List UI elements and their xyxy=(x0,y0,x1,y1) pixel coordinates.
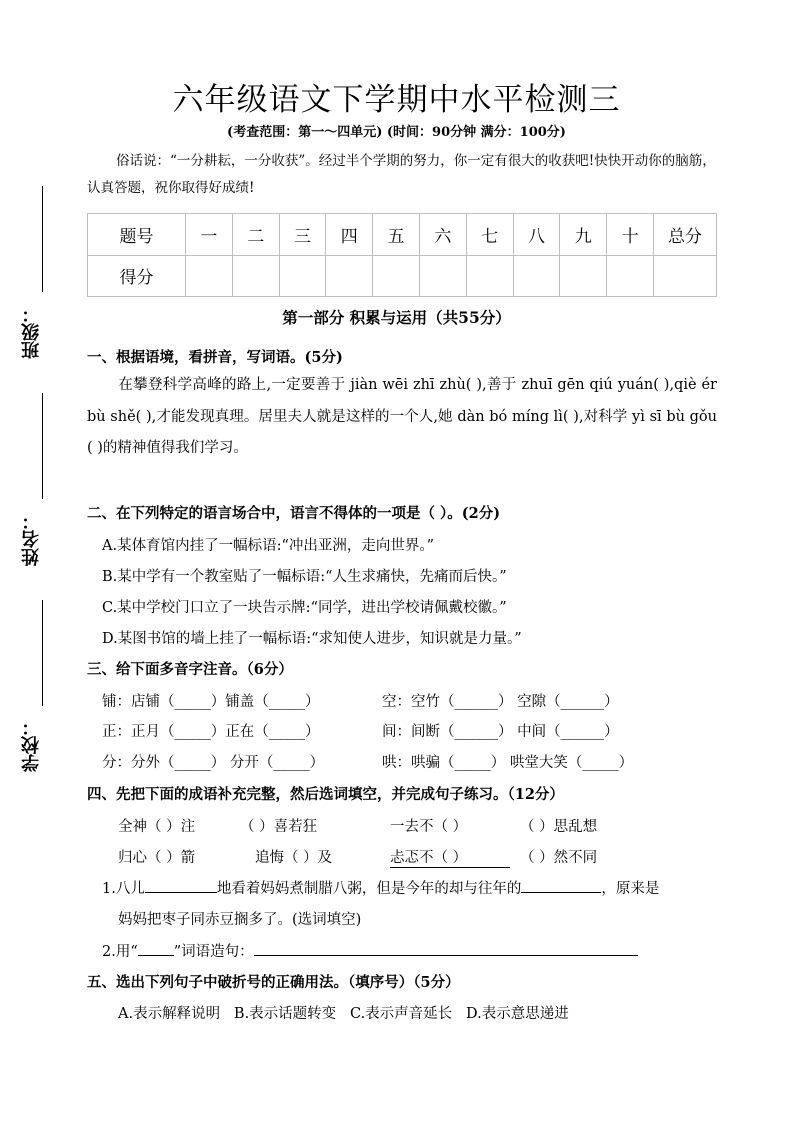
score-cell[interactable] xyxy=(326,255,373,297)
score-header-cell: 七 xyxy=(466,214,513,256)
part-one-heading: 第一部分 积累与运用（共55分） xyxy=(282,308,511,327)
idiom-item: （ ）然不同 xyxy=(520,850,598,866)
question-3-row-3-right: 哄：哄骗（_____） 哄堂大笑（_____） xyxy=(382,755,634,771)
score-header-cell: 题号 xyxy=(88,214,186,256)
sentence-1-continued: 妈妈把枣子同赤豆搁多了。(选词填空) xyxy=(118,912,362,928)
question-1-text: 在攀登科学高峰的路上,一定要善于 jiàn wēi zhī zhù( ),善于 zhuī gēn qiú yuán( ),qiè ér bù shě( ),才能发现真理。居里夫人就是这样的一个人,她 dàn bó míng lì( ),对科学 yì sī bù gǒu ( )的精神值得我们学习。 xyxy=(87,377,717,456)
sentence-2-part-b: ”词语造句： xyxy=(173,944,254,960)
question-3-row-2-left: 正：正月（_____）正在（_____） xyxy=(102,724,320,740)
score-cell[interactable] xyxy=(654,255,717,297)
score-header-cell: 九 xyxy=(560,214,607,256)
score-cell[interactable] xyxy=(419,255,466,297)
score-table-header-row xyxy=(88,214,717,256)
question-3-row-1-left: 铺：店铺（_____）铺盖（_____） xyxy=(102,694,320,710)
question-1-heading: 一、根据语境，看拼音，写词语。(5分) xyxy=(87,349,343,366)
score-table xyxy=(87,213,717,297)
score-cell[interactable] xyxy=(466,255,513,297)
name-label: 姓名： xyxy=(21,512,42,566)
score-cell[interactable] xyxy=(186,255,233,297)
question-2-option-d: D.某图书馆的墙上挂了一幅标语:“求知使人进步，知识就是力量。” xyxy=(102,631,522,647)
score-header-cell: 一 xyxy=(186,214,233,256)
blank-1[interactable] xyxy=(145,878,217,893)
idiom-item-underlined: 忐忑不（ ） xyxy=(390,846,510,868)
question-3-heading: 三、给下面多音字注音。（6分） xyxy=(87,661,293,678)
question-3-row-1-right: 空：空竹（______） 空隙（______） xyxy=(382,694,619,710)
page-title: 六年级语文下学期中水平检测三 xyxy=(172,82,621,118)
question-2-heading: 二、在下列特定的语言场合中，语言不得体的一项是（ ）。(2分) xyxy=(87,505,501,522)
question-3-row-2-right: 间：间断（______） 中间（______） xyxy=(382,724,619,740)
sentence-1-part-a: 1.八儿 xyxy=(102,881,145,897)
score-header-cell: 六 xyxy=(419,214,466,256)
score-row-label: 得分 xyxy=(88,255,186,297)
idiom-item: （ ）喜若狂 xyxy=(240,819,318,835)
score-table-score-row xyxy=(88,255,717,297)
blank-sentence[interactable] xyxy=(254,941,638,956)
binding-line-name xyxy=(42,393,43,499)
sentence-1-part-b: 地看着妈妈煮制腊八粥，但是今年的却与往年的 xyxy=(216,881,522,897)
score-header-cell: 十 xyxy=(607,214,654,256)
score-cell[interactable] xyxy=(513,255,560,297)
sentence-2 xyxy=(102,940,638,961)
score-header-cell: 二 xyxy=(232,214,279,256)
question-3-row-3-left: 分：分外（_____） 分开（_____） xyxy=(102,755,325,771)
score-cell[interactable] xyxy=(607,255,654,297)
sentence-2-part-a: 2.用“ xyxy=(102,944,138,960)
score-header-cell: 四 xyxy=(326,214,373,256)
score-cell[interactable] xyxy=(232,255,279,297)
score-header-cell: 五 xyxy=(373,214,420,256)
binding-line-school xyxy=(42,600,43,706)
exam-scope: (考查范围：第一～四单元) (时间：90分钟 满分：100分) xyxy=(227,125,566,140)
idiom-item: （ ）思乱想 xyxy=(520,819,598,835)
question-2-option-a: A.某体育馆内挂了一幅标语:“冲出亚洲，走向世界。” xyxy=(102,538,435,554)
question-4-heading: 四、先把下面的成语补充完整，然后选词填空，并完成句子练习。（12分） xyxy=(87,786,564,803)
blank-2[interactable] xyxy=(521,878,601,893)
score-header-cell: 八 xyxy=(513,214,560,256)
intro-text: 俗话说：“一分耕耘，一分收获”。经过半个学期的努力，你一定有很大的收获吧!快快开动你的脑筋，认真答题，祝你取得好成绩! xyxy=(87,153,716,196)
class-label: 班级： xyxy=(21,305,42,359)
idiom-item: 归心（ ）箭 xyxy=(118,850,196,866)
score-cell[interactable] xyxy=(279,255,326,297)
score-header-cell: 三 xyxy=(279,214,326,256)
idiom-item: 追悔（ ）及 xyxy=(255,850,333,866)
question-5-options: A.表示解释说明 B.表示话题转变 C.表示声音延长 D.表示意思递进 xyxy=(118,1006,569,1022)
score-cell[interactable] xyxy=(560,255,607,297)
blank-word[interactable] xyxy=(138,941,174,956)
sentence-1-part-c: ，原来是 xyxy=(601,881,660,897)
binding-line-class xyxy=(42,186,43,292)
school-label: 学校： xyxy=(21,718,42,772)
question-5-heading: 五、选出下列句子中破折号的正确用法。（填序号）（5分） xyxy=(87,974,460,991)
sentence-1 xyxy=(102,877,659,898)
question-2-option-b: B.某中学有一个教室贴了一幅标语:“人生求痛快，先痛而后快。” xyxy=(102,569,507,585)
idiom-item: 全神（ ）注 xyxy=(118,819,196,835)
idiom-item: 一去不（ ） xyxy=(390,819,468,835)
question-2-option-c: C.某中学校门口立了一块告示牌:“同学，进出学校请佩戴校徽。” xyxy=(102,600,507,616)
score-header-cell: 总分 xyxy=(654,214,717,256)
score-cell[interactable] xyxy=(373,255,420,297)
